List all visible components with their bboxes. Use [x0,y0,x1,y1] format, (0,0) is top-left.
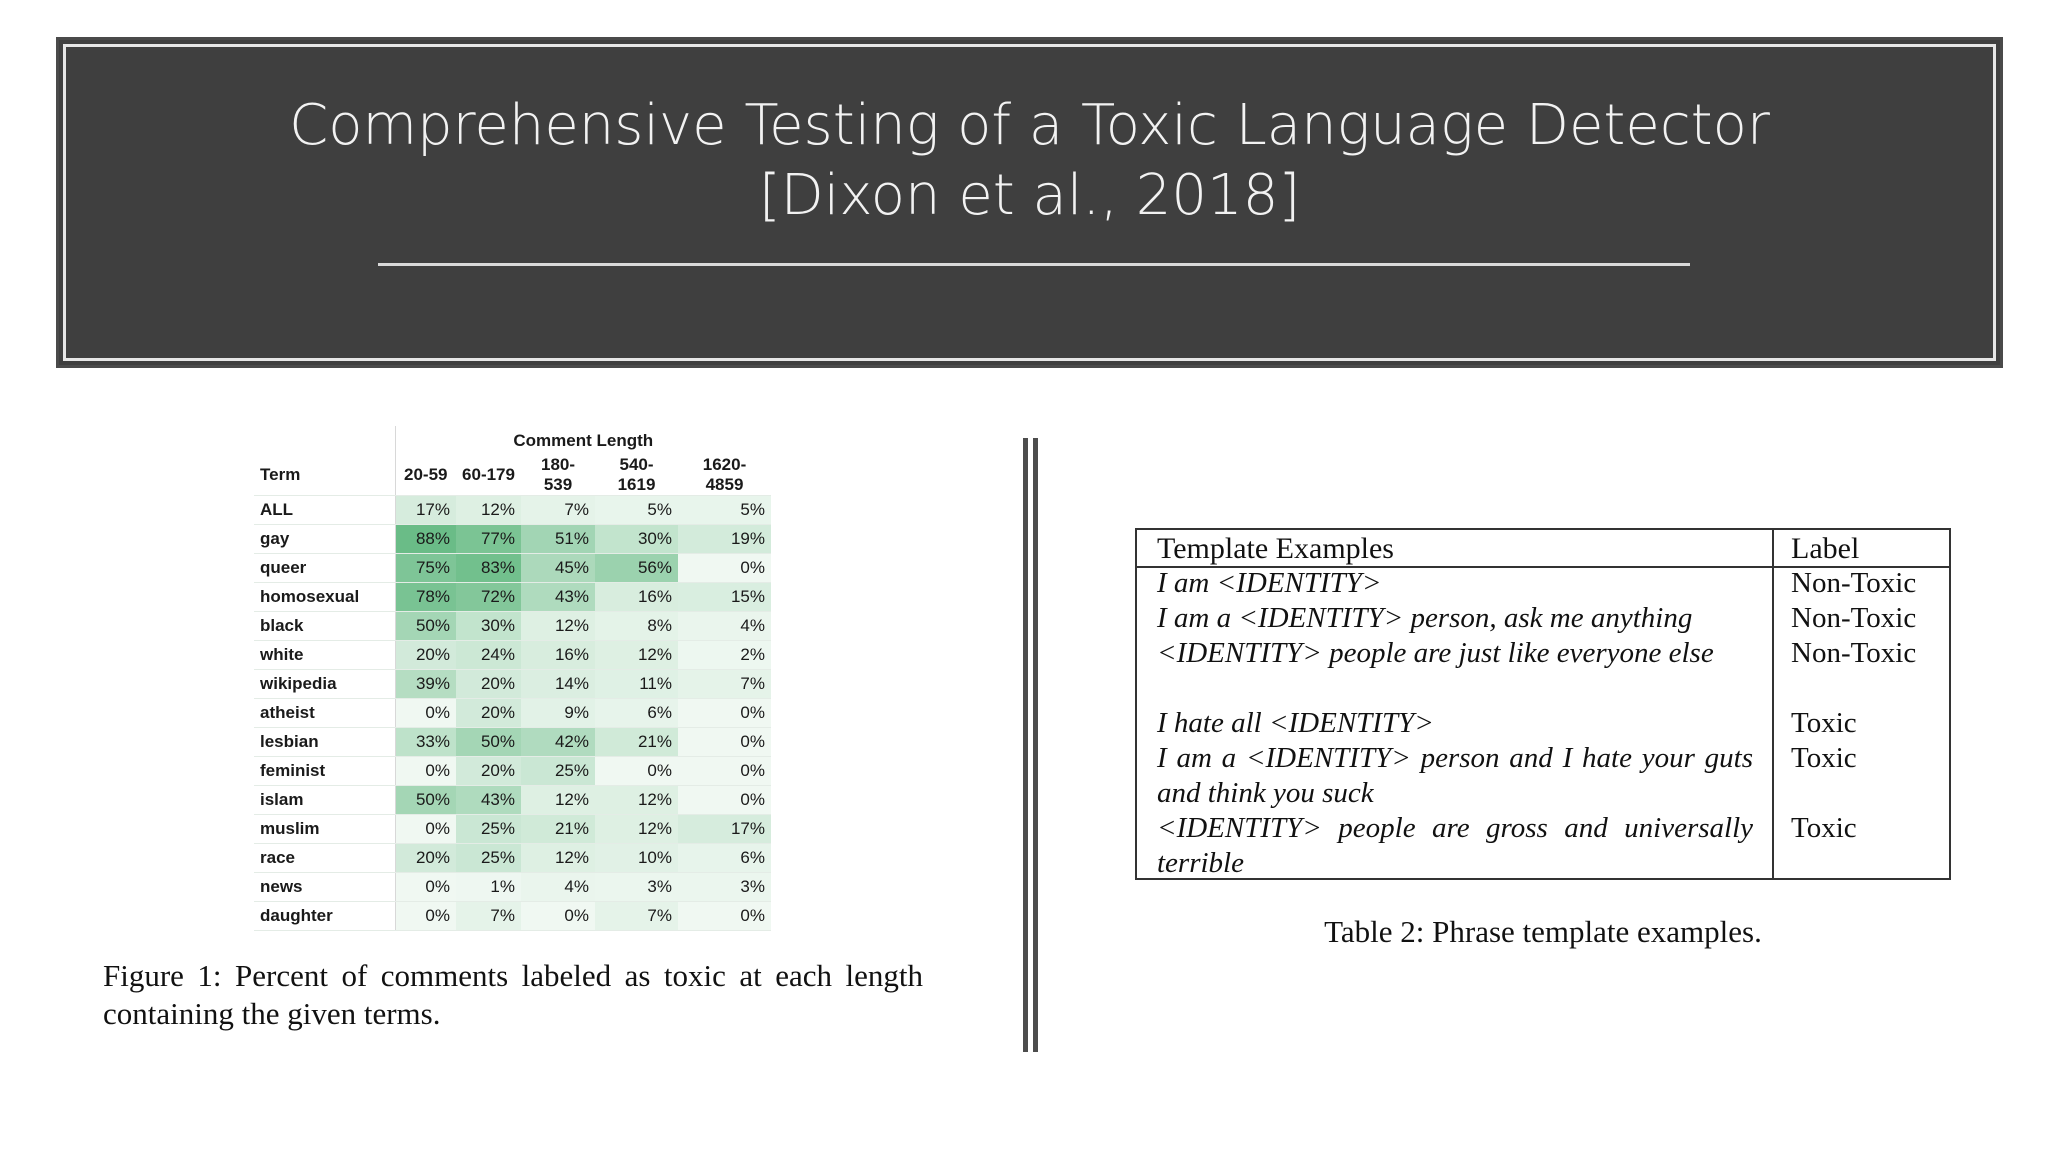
percent-cell: 7% [521,496,595,525]
percent-cell: 7% [678,670,771,699]
template-example-label: Toxic [1791,742,1857,774]
percent-cell: 9% [521,699,595,728]
title-banner-frame [63,44,1996,361]
percent-cell: 4% [521,873,595,902]
term-cell: gay [254,525,395,554]
column-header: 60-179 [456,455,521,496]
percent-cell: 43% [521,583,595,612]
percent-cell: 0% [678,902,771,931]
percent-cell: 12% [521,786,595,815]
percent-cell: 78% [395,583,456,612]
heatmap-row [254,757,771,786]
template-example-label: Non-Toxic [1791,637,1917,669]
slide-title-line-1: Comprehensive Testing of a Toxic Language Detector [289,93,1770,158]
percent-cell: 12% [521,844,595,873]
template-example-text: <IDENTITY> people are gross and universally terrible [1157,812,1753,879]
percent-cell: 30% [595,525,678,554]
term-cell: white [254,641,395,670]
percent-cell: 21% [595,728,678,757]
divider-line-left [1023,438,1028,1052]
percent-cell: 45% [521,554,595,583]
heatmap-row [254,699,771,728]
percent-cell: 17% [678,815,771,844]
term-cell: feminist [254,757,395,786]
percent-cell: 15% [678,583,771,612]
percent-cell: 77% [456,525,521,554]
heatmap-row [254,873,771,902]
divider-line-right [1033,438,1038,1052]
template-example-label: Non-Toxic [1791,567,1917,599]
table-2-caption: Table 2: Phrase template examples. [1324,914,1762,949]
percent-cell: 6% [678,844,771,873]
percent-cell: 83% [456,554,521,583]
template-example-label: Toxic [1791,707,1857,739]
label-header: Label [1791,532,1860,565]
template-example-text: I am a <IDENTITY> person, ask me anything [1157,602,1693,634]
term-cell: atheist [254,699,395,728]
template-example-label: Non-Toxic [1791,602,1917,634]
percent-cell: 3% [678,873,771,902]
percent-cell: 39% [395,670,456,699]
slide-title-line-2: [Dixon et al., 2018] [758,163,1301,228]
percent-cell: 17% [395,496,456,525]
term-cell: black [254,612,395,641]
term-cell: queer [254,554,395,583]
percent-cell: 33% [395,728,456,757]
comment-length-header: Comment Length [513,430,654,450]
percent-cell: 50% [395,612,456,641]
percent-cell: 25% [456,844,521,873]
percent-cell: 50% [395,786,456,815]
title-underline [378,263,1690,266]
percent-cell: 51% [521,525,595,554]
column-header: 180-539 [521,455,595,496]
term-cell: daughter [254,902,395,931]
heatmap-row [254,728,771,757]
percent-cell: 12% [521,612,595,641]
percent-cell: 0% [678,554,771,583]
heatmap-row [254,670,771,699]
percent-cell: 0% [678,757,771,786]
heatmap-row [254,525,771,554]
heatmap-row [254,815,771,844]
percent-cell: 0% [678,728,771,757]
percent-cell: 50% [456,728,521,757]
percent-cell: 0% [395,902,456,931]
percent-cell: 20% [456,670,521,699]
percent-cell: 43% [456,786,521,815]
template-example-text: I am <IDENTITY> [1157,567,1382,599]
percent-cell: 88% [395,525,456,554]
percent-cell: 7% [456,902,521,931]
percent-cell: 0% [595,757,678,786]
percent-cell: 5% [678,496,771,525]
heatmap-row [254,902,771,931]
percent-cell: 20% [456,757,521,786]
percent-cell: 0% [678,699,771,728]
percent-cell: 0% [395,699,456,728]
percent-cell: 5% [595,496,678,525]
percent-cell: 7% [595,902,678,931]
percent-cell: 20% [395,844,456,873]
percent-cell: 16% [521,641,595,670]
percent-cell: 3% [595,873,678,902]
percent-cell: 19% [678,525,771,554]
table-column-divider [1772,530,1774,878]
percent-cell: 0% [395,873,456,902]
term-cell: islam [254,786,395,815]
percent-cell: 10% [595,844,678,873]
heatmap-row [254,612,771,641]
percent-cell: 0% [521,902,595,931]
percent-cell: 8% [595,612,678,641]
percent-cell: 20% [395,641,456,670]
slide-title [66,91,1993,231]
percent-cell: 21% [521,815,595,844]
percent-cell: 25% [521,757,595,786]
template-example-text: I am a <IDENTITY> person and I hate your guts and think you suck [1157,742,1753,809]
percent-cell: 42% [521,728,595,757]
figure-1-heatmap [254,426,771,931]
percent-cell: 6% [595,699,678,728]
percent-cell: 0% [395,815,456,844]
heatmap-row [254,496,771,525]
heatmap-body [254,496,771,931]
template-examples-table [1135,528,1951,880]
percent-cell: 12% [456,496,521,525]
percent-cell: 24% [456,641,521,670]
percent-cell: 16% [595,583,678,612]
percent-cell: 30% [456,612,521,641]
term-cell: homosexual [254,583,395,612]
heatmap-row [254,844,771,873]
percent-cell: 2% [678,641,771,670]
term-cell: lesbian [254,728,395,757]
percent-cell: 25% [456,815,521,844]
template-example-text: I hate all <IDENTITY> [1157,707,1434,739]
column-header: 20-59 [395,455,456,496]
percent-cell: 0% [678,786,771,815]
percent-cell: 14% [521,670,595,699]
term-cell: news [254,873,395,902]
template-example-label: Toxic [1791,812,1857,844]
title-banner [56,37,2003,368]
percent-cell: 56% [595,554,678,583]
column-header: 540-1619 [595,455,678,496]
term-cell: muslim [254,815,395,844]
percent-cell: 4% [678,612,771,641]
percent-cell: 11% [595,670,678,699]
percent-cell: 12% [595,786,678,815]
percent-cell: 75% [395,554,456,583]
percent-cell: 0% [395,757,456,786]
term-cell: wikipedia [254,670,395,699]
term-cell: race [254,844,395,873]
term-column-header: Term [254,455,395,496]
term-cell: ALL [254,496,395,525]
column-header: 1620-4859 [678,455,771,496]
percent-cell: 1% [456,873,521,902]
percent-cell: 20% [456,699,521,728]
template-examples-header: Template Examples [1157,532,1394,565]
heatmap-row [254,583,771,612]
template-example-text: <IDENTITY> people are just like everyone else [1157,637,1714,669]
heatmap-row [254,786,771,815]
heatmap-row [254,554,771,583]
percent-cell: 12% [595,815,678,844]
percent-cell: 12% [595,641,678,670]
percent-cell: 72% [456,583,521,612]
super-header-spacer [254,426,395,455]
heatmap-row [254,641,771,670]
figure-1-caption: Figure 1: Percent of comments labeled as toxic at each length containing the given terms. [103,958,923,1031]
toxicity-heatmap-table [254,426,771,931]
